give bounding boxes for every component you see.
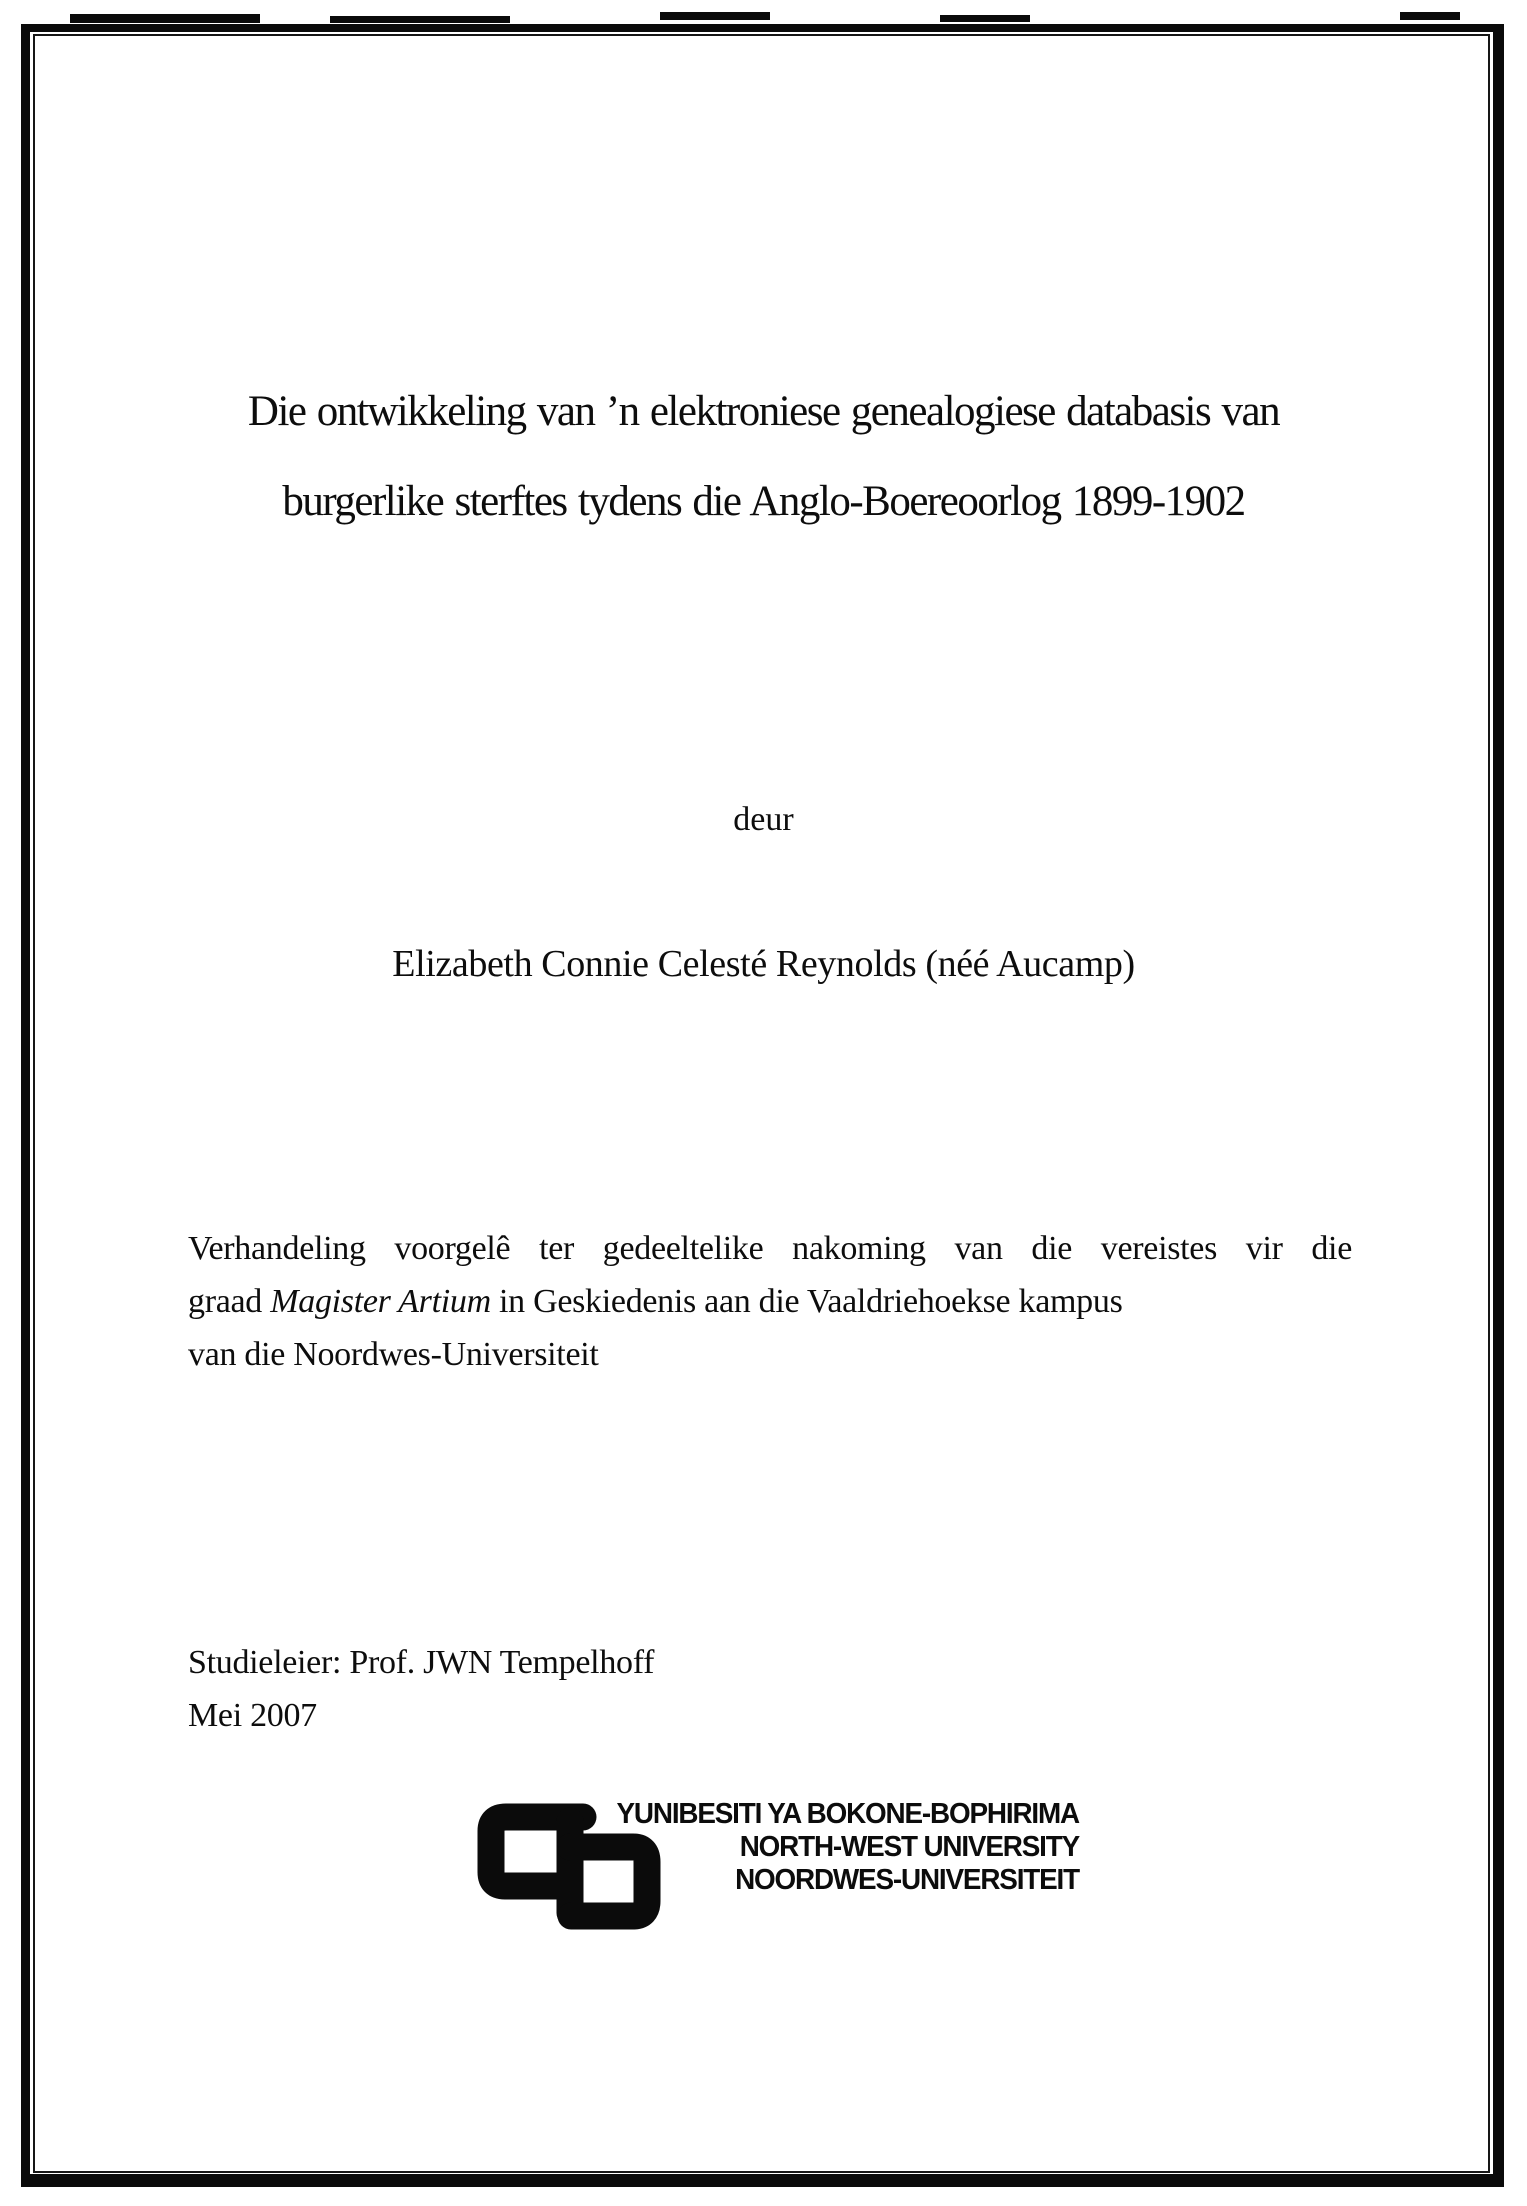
statement-line-2-post: in Geskiedenis aan die Vaaldriehoekse kampus: [490, 1283, 1123, 1320]
logo-text-setswana: YUNIBESITI YA BOKONE-BOPHIRIMA: [616, 1798, 1079, 1830]
scan-edge-artifact: [1400, 12, 1460, 20]
logo-text-english: NORTH-WEST UNIVERSITY: [739, 1831, 1079, 1863]
author-name: Elizabeth Connie Celesté Reynolds (néé Aucamp): [392, 943, 1135, 985]
statement-line-1: Verhandeling voorgelê ter gedeeltelike nakoming van die vereistes vir die: [188, 1230, 1352, 1267]
university-logo-text: [616, 1798, 1079, 1897]
scan-edge-artifact: [70, 14, 260, 23]
scan-edge-artifact: [940, 15, 1030, 22]
date-line: Mei 2007: [188, 1697, 317, 1734]
supervisor-line: Studieleier: Prof. JWN Tempelhoff: [188, 1644, 655, 1681]
page-title-line-1: Die ontwikkeling van ’n elektroniese genealogiese databasis van: [247, 388, 1280, 435]
logo-text-afrikaans: NOORDWES-UNIVERSITEIT: [735, 1864, 1079, 1896]
statement-line-2: [188, 1275, 1352, 1328]
byline-deur: deur: [733, 801, 794, 838]
university-logo: [477, 1798, 1097, 1958]
scan-edge-artifact: [660, 12, 770, 20]
degree-name-italic: Magister Artium: [270, 1283, 491, 1320]
statement-line-3: van die Noordwes-Universiteit: [188, 1336, 599, 1373]
supervisor-and-date: [188, 1636, 654, 1742]
page-title-line-2: burgerlike sterftes tydens die Anglo-Boereoorlog 1899-1902: [282, 478, 1245, 525]
scan-edge-artifact: [330, 16, 510, 23]
degree-statement: [188, 1222, 1352, 1381]
statement-line-2-pre: graad: [188, 1283, 271, 1320]
